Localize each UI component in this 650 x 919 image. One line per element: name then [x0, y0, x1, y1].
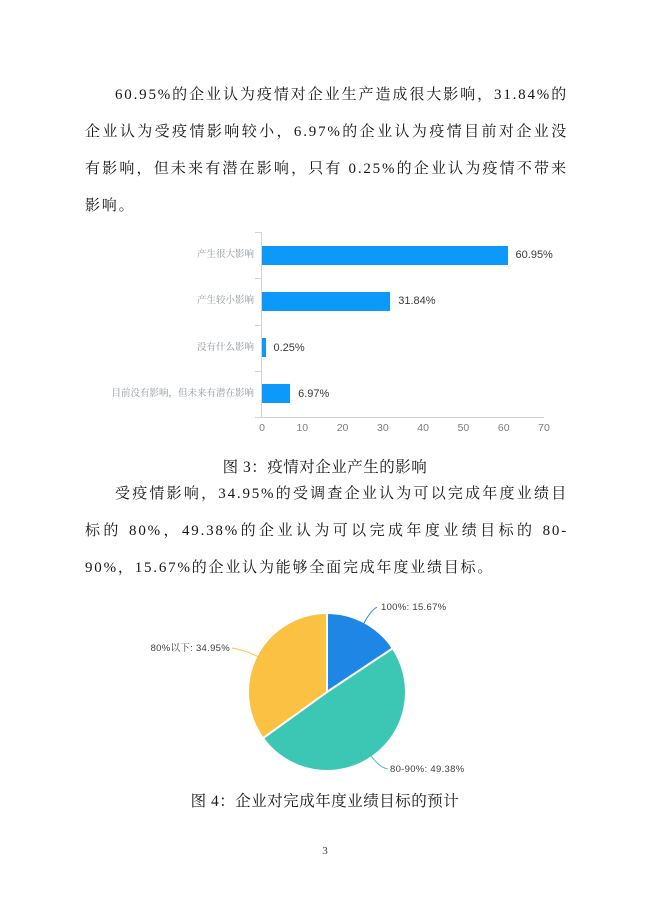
bar-category-label-none: 没有什么影响 [196, 341, 254, 353]
bar-row [262, 325, 544, 371]
y-axis-tick [255, 278, 261, 279]
pie-label-80-90-percent: 80-90%: 49.38% [390, 764, 465, 775]
x-axis-tick-label: 10 [296, 422, 309, 434]
bar-row [262, 278, 544, 324]
paragraph-annual-target: 受疫情影响，34.95%的受调查企业认为可以完成年度业绩目标的 80%，49.38%的企业认为可以完成年度业绩目标的 80-90%，15.67%的企业认为能够全面完成年度业绩目标。 [85, 486, 568, 576]
bar-category-label-small: 产生较小影响 [196, 295, 254, 307]
bar-category-axis [108, 232, 254, 417]
bar-very-large-impact [262, 246, 508, 265]
x-axis-tick-label: 20 [336, 422, 349, 434]
bar-row [262, 371, 544, 417]
figure3-bar-chart [108, 232, 568, 442]
paragraph-epidemic-impact: 60.95%的企业认为疫情对企业生产造成很大影响，31.84%的企业认为受疫情影响较小，6.97%的企业认为疫情目前对企业没有影响，但未来有潜在影响，只有 0.25%的企业认为疫情不带来影响。 [85, 87, 568, 214]
x-axis-tick-label: 50 [457, 422, 470, 434]
bar-row [262, 232, 553, 278]
pie-chart-svg [120, 585, 580, 800]
bar-value-label: 60.95% [515, 249, 553, 261]
bar-value-label: 6.97% [298, 387, 330, 400]
y-axis-tick [255, 371, 261, 372]
bar-value-label: 0.25% [273, 341, 305, 354]
figure4-pie-chart [120, 585, 580, 800]
pie-label-below-80-percent: 80%以下: 34.95% [150, 643, 230, 654]
pie-label-100-percent: 100%: 15.67% [381, 602, 447, 613]
y-axis-tick [255, 232, 261, 233]
bar-category-label-very-large: 产生很大影响 [196, 249, 254, 260]
y-axis-tick [255, 417, 261, 418]
x-axis-tick-label: 60 [497, 422, 510, 434]
y-axis-tick [255, 325, 261, 326]
figure4-caption: 图 4：企业对完成年度业绩目标的预计 [190, 793, 460, 810]
bar-plot-area [259, 232, 553, 434]
pie-label-line [364, 607, 377, 623]
x-axis-tick-label: 30 [377, 422, 389, 434]
bar-potential-impact [262, 384, 290, 403]
figure3-caption: 图 3：疫情对企业产生的影响 [222, 459, 428, 476]
bar-small-impact [262, 292, 390, 311]
x-axis-tick-label: 0 [259, 422, 265, 434]
x-axis-tick-label: 40 [417, 422, 429, 434]
bar-value-label: 31.84% [398, 295, 436, 308]
bar-no-impact [262, 338, 266, 357]
x-axis-tick-label: 70 [538, 422, 550, 434]
pie-label-line [232, 648, 258, 656]
pie-label-line [371, 756, 388, 769]
page-number: 3 [322, 845, 328, 857]
bar-category-label-potential: 目前没有影响，但未来有潜在影响 [111, 387, 254, 399]
